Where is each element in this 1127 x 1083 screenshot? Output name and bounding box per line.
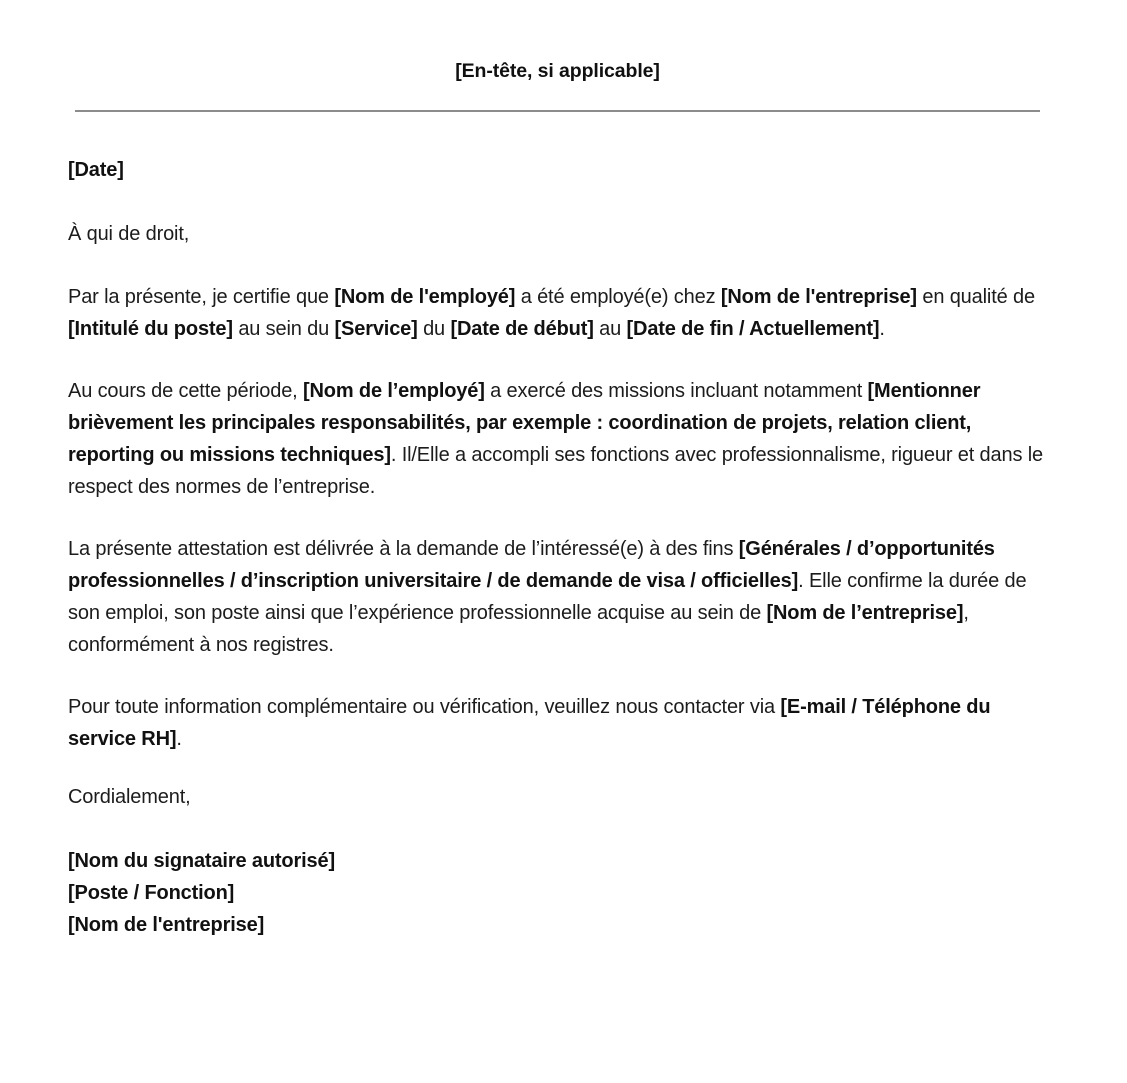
text-run: .: [879, 318, 885, 340]
paragraph-purpose: [68, 533, 1043, 661]
placeholder-purpose: [Générales / d’opportunités professionnelles / d’inscription universitaire / de demande de visa / officielles]: [68, 538, 995, 592]
text-run: Au cours de cette période,: [68, 380, 303, 402]
text-run: au sein du: [232, 318, 335, 340]
placeholder-hr-contact: [E-mail / Téléphone du service RH]: [68, 696, 991, 750]
page-title: [En-tête, si applicable]: [455, 60, 660, 82]
document-header: [0, 0, 1127, 112]
text-run: du: [417, 318, 451, 340]
text-run: . Il/Elle a accompli ses fonctions avec professionnalisme, rigueur et dans le respect des normes de l’entreprise.: [68, 444, 1043, 498]
placeholder-employee-name: [Nom de l’employé]: [302, 380, 485, 402]
text-run: au: [593, 318, 627, 340]
text-run: La présente attestation est délivrée à la demande de l’intéressé(e) à des fins: [68, 538, 739, 560]
document-body: [0, 112, 1127, 941]
placeholder-end-date: [Date de fin / Actuellement]: [626, 318, 880, 340]
placeholder-start-date: [Date de début]: [450, 318, 594, 340]
signatory-name: [Nom du signataire autorisé]: [68, 850, 335, 872]
placeholder-company-name: [Nom de l’entreprise]: [766, 602, 964, 624]
placeholder-job-title: [Intitulé du poste]: [68, 318, 233, 340]
text-run: a été employé(e) chez: [515, 286, 721, 308]
signatory-role: [Poste / Fonction]: [68, 882, 235, 904]
text-run: .: [176, 728, 182, 750]
date-placeholder: [Date]: [68, 159, 124, 181]
placeholder-employee-name: [Nom de l'employé]: [334, 286, 516, 308]
placeholder-department: [Service]: [334, 318, 418, 340]
paragraph-responsibilities: [68, 375, 1043, 503]
text-run: Pour toute information complémentaire ou vérification, veuillez nous contacter via: [68, 696, 781, 718]
text-run: . Elle confirme la durée de son emploi, son poste ainsi que l’expérience professionnelle acquise au sein de: [68, 570, 1027, 624]
text-run: en qualité de: [916, 286, 1035, 308]
placeholder-responsibilities: [Mentionner brièvement les principales responsabilités, par exemple : coordination de projets, relation client, reporting ou missions techniques]: [68, 380, 981, 466]
text-run: a exercé des missions incluant notamment: [484, 380, 868, 402]
placeholder-company-name: [Nom de l'entreprise]: [720, 286, 917, 308]
salutation: À qui de droit,: [68, 223, 190, 245]
text-run: Par la présente, je certifie que: [68, 286, 335, 308]
closing-salutation: Cordialement,: [68, 786, 191, 808]
signature-block: [68, 845, 1043, 941]
signatory-company: [Nom de l'entreprise]: [68, 914, 265, 936]
text-run: , conformément à nos registres.: [68, 602, 969, 656]
paragraph-contact: [68, 691, 1043, 755]
paragraph-certification: [68, 281, 1043, 345]
